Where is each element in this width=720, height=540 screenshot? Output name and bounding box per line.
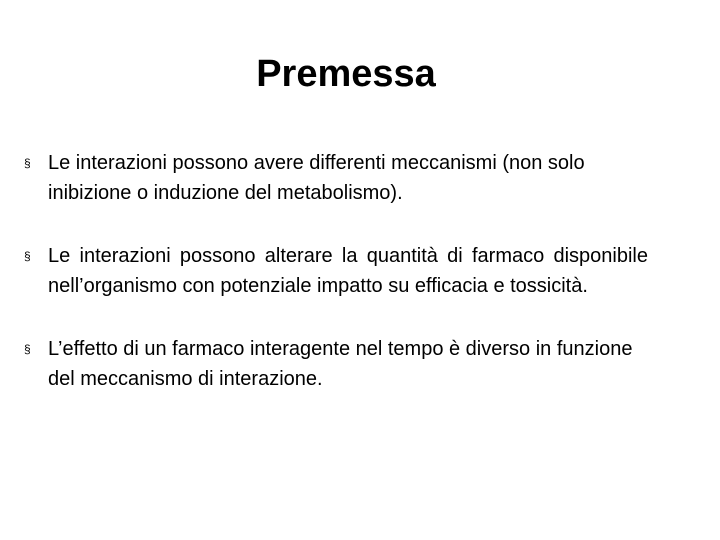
bullet-text: Le interazioni possono avere differenti meccanismi (non solo inibizione o induzione del metabolismo). bbox=[48, 152, 585, 204]
bullet-text: Le interazioni possono alterare la quantità di farmaco disponibile nell’organismo con potenziale impatto su efficacia e tossicità. bbox=[48, 245, 648, 297]
bullet-item bbox=[24, 241, 648, 301]
bullet-item bbox=[24, 334, 648, 394]
section-sign-icon: § bbox=[24, 342, 31, 356]
section-sign-icon: § bbox=[24, 156, 31, 170]
slide-title: Premessa bbox=[256, 53, 436, 95]
bullet-list bbox=[24, 148, 648, 427]
bullet-text: L’effetto di un farmaco interagente nel tempo è diverso in funzione del meccanismo di interazione. bbox=[48, 338, 633, 390]
section-sign-icon: § bbox=[24, 249, 31, 263]
bullet-item bbox=[24, 148, 648, 208]
